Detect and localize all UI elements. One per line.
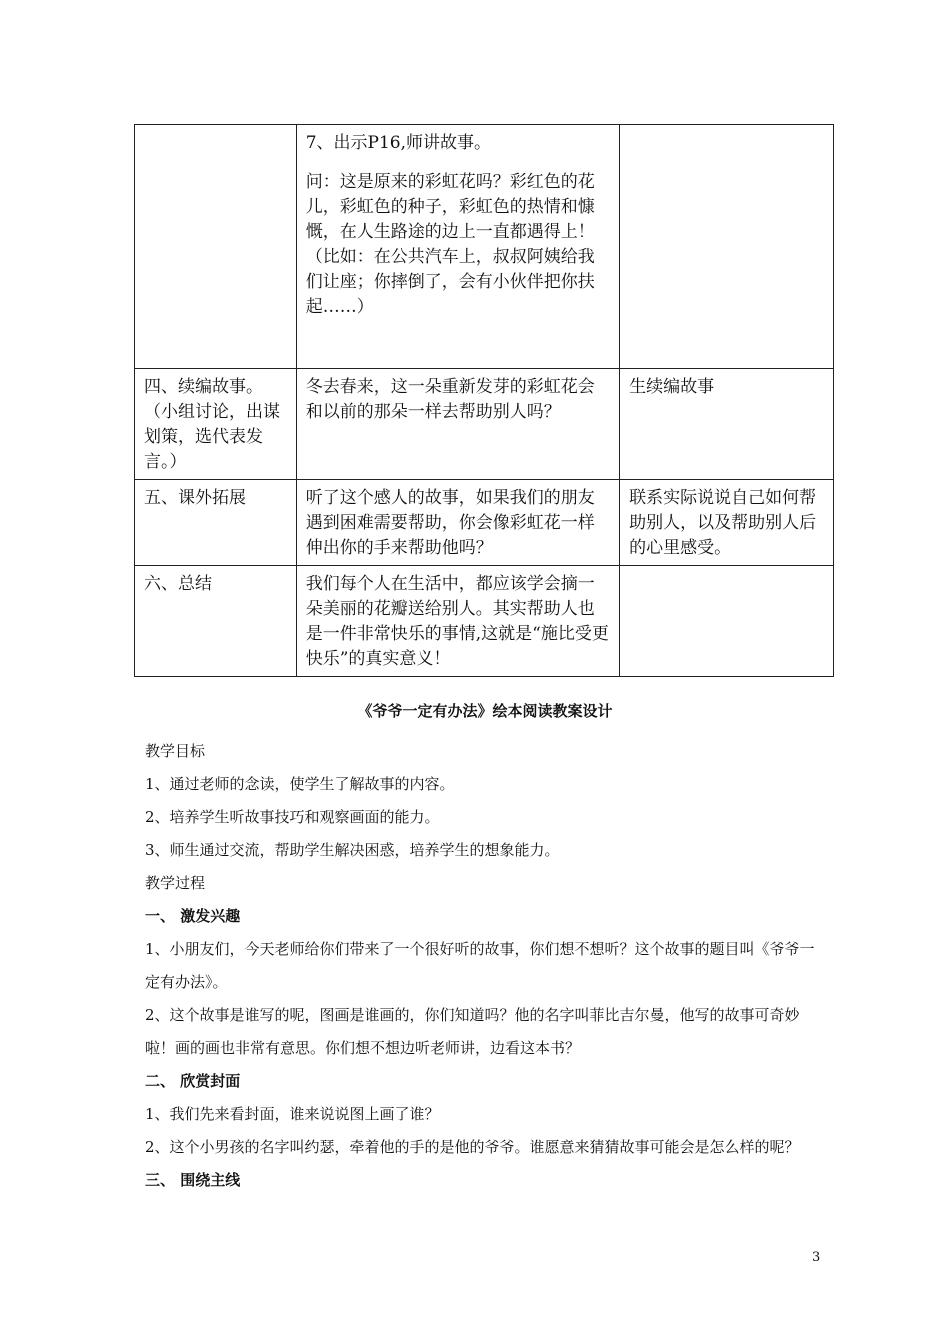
table-cell-activity: 联系实际说说自己如何帮助别人，以及帮助别人后的心里感受。 <box>620 480 834 566</box>
table-cell-content <box>296 125 619 369</box>
goal-item: 3、师生通过交流，帮助学生解决困惑，培养学生的想象能力。 <box>145 841 560 859</box>
table-cell-stage: 六、总结 <box>135 566 297 677</box>
table-cell-activity: 生续编故事 <box>620 369 834 480</box>
table-cell-content: 我们每个人在生活中，都应该学会摘一朵美丽的花瓣送给别人。其实帮助人也是一件非常快乐的事情,这就是“施比受更快乐”的真实意义！ <box>296 566 619 677</box>
paragraph: 2、这个小男孩的名字叫约瑟，牵着他的手的是他的爷爷。谁愿意来猜猜故事可能会是怎么样的呢？ <box>145 1138 800 1156</box>
goal-item: 1、通过老师的念读，使学生了解故事的内容。 <box>145 775 455 793</box>
table-row <box>135 566 834 677</box>
table-cell-stage <box>135 125 297 369</box>
table-cell-content: 听了这个感人的故事，如果我们的朋友遇到困难需要帮助，你会像彩虹花一样伸出你的手来帮助他吗？ <box>296 480 619 566</box>
section-heading: 二、 欣赏封面 <box>145 1072 241 1090</box>
table-cell-stage: 四、续编故事。（小组讨论，出谋划策，选代表发言。） <box>135 369 297 480</box>
section-heading: 三、 围绕主线 <box>145 1171 241 1189</box>
paragraph: 1、小朋友们，今天老师给你们带来了一个很好听的故事，你们想不想听？这个故事的题目叫《爷爷一定有办法》。 <box>145 940 815 991</box>
table-row <box>135 369 834 480</box>
table-cell-content: 冬去春来，这一朵重新发芽的彩虹花会和以前的那朵一样去帮助别人吗？ <box>296 369 619 480</box>
table-row <box>135 480 834 566</box>
doc-title: 《爷爷一定有办法》绘本阅读教案设计 <box>357 702 613 720</box>
goal-item: 2、培养学生听故事技巧和观察画面的能力。 <box>145 808 440 826</box>
paragraph: 2、这个故事是谁写的呢，图画是谁画的，你们知道吗？他的名字叫菲比吉尔曼，他写的故事可奇妙啦！画的画也非常有意思。你们想不想边听老师讲，边看这本书？ <box>145 1006 800 1057</box>
content-spacer <box>306 156 611 170</box>
lesson-plan-body <box>145 700 825 1197</box>
content-line: 7、出示P16,师讲故事。 <box>305 133 492 153</box>
content-line: 问：这是原来的彩虹花吗？彩红色的花儿，彩虹色的种子，彩虹色的热情和慷慨，在人生路途的边上一直都遇得上！（比如：在公共汽车上，叔叔阿姨给我们让座；你摔倒了，会有小伙伴把你扶起……） <box>305 172 595 317</box>
section-heading: 一、 激发兴趣 <box>145 907 241 925</box>
table-row <box>135 125 834 369</box>
table-cell-activity <box>620 566 834 677</box>
lesson-table <box>134 124 834 677</box>
table-cell-activity <box>620 125 834 369</box>
goals-heading: 教学目标 <box>145 742 206 760</box>
page-number: 3 <box>812 1250 821 1265</box>
table-cell-stage: 五、课外拓展 <box>135 480 297 566</box>
process-heading: 教学过程 <box>145 874 206 892</box>
paragraph: 1、我们先来看封面，谁来说说图上画了谁？ <box>145 1105 440 1123</box>
